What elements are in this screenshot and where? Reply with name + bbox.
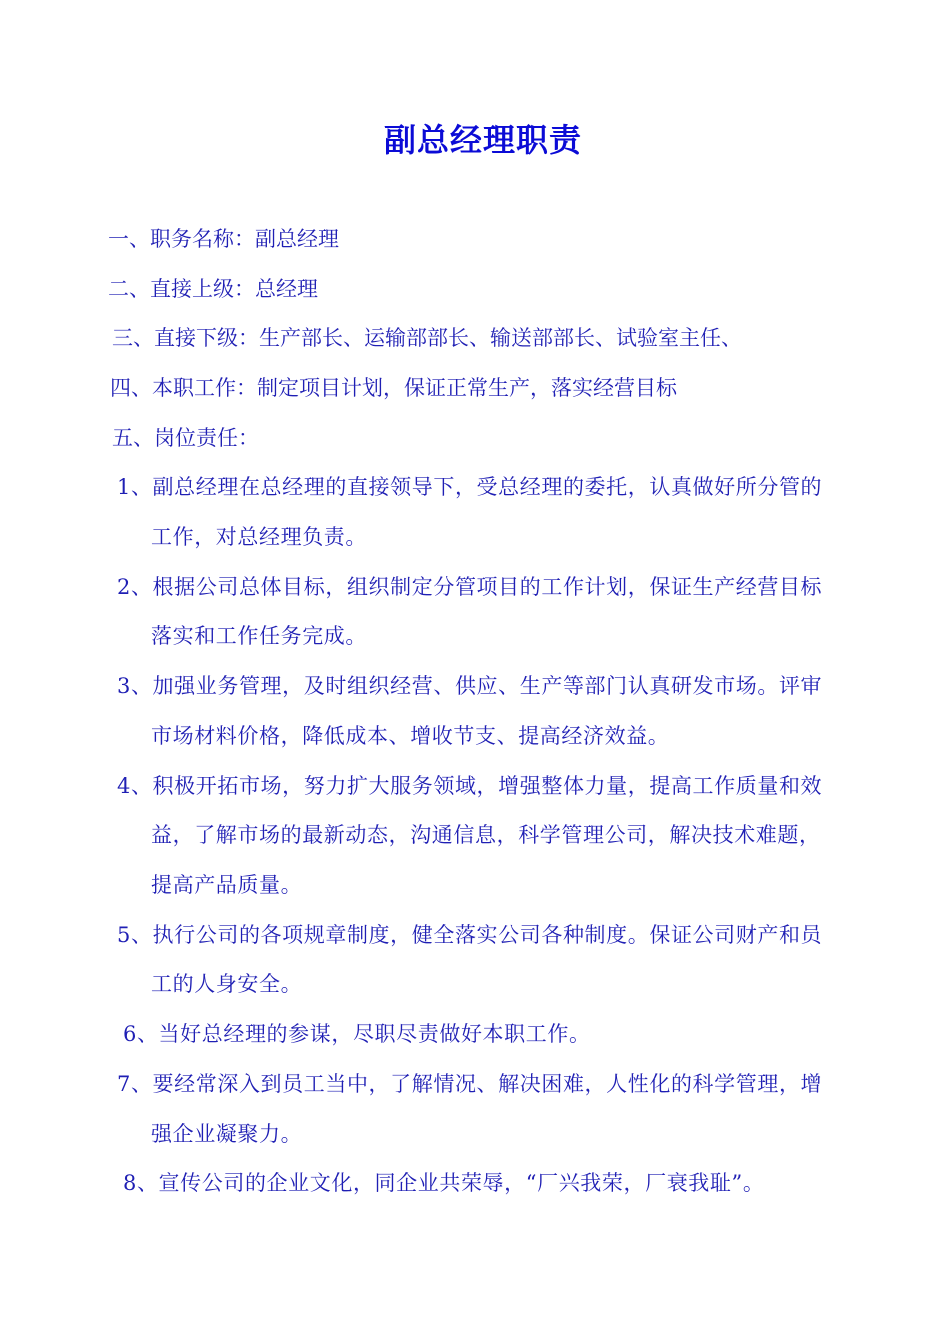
- duty-4-line-2: 益，了解市场的最新动态，沟通信息，科学管理公司，解决技术难题，: [151, 823, 821, 847]
- duty-3-line-1: 3、加强业务管理，及时组织经营、供应、生产等部门认真研发市场。评审: [117, 674, 823, 698]
- duty-5-line-1: 5、执行公司的各项规章制度，健全落实公司各种制度。保证公司财产和员: [117, 923, 823, 947]
- duty-7-line-2: 强企业凝聚力。: [151, 1122, 303, 1146]
- duty-4-line-1: 4、积极开拓市场，努力扩大服务领域，增强整体力量，提高工作质量和效: [117, 774, 823, 798]
- job-title-line: 一、职务名称：副总经理: [108, 227, 339, 251]
- page-title: 副总经理职责: [383, 121, 582, 159]
- duty-1-line-1: 1、副总经理在总经理的直接领导下，受总经理的委托，认真做好所分管的: [117, 475, 823, 499]
- duty-6-line-1: 6、当好总经理的参谋，尽职尽责做好本职工作。: [123, 1022, 591, 1046]
- duty-3-line-2: 市场材料价格，降低成本、增收节支、提高经济效益。: [151, 724, 670, 748]
- duty-2-line-2: 落实和工作任务完成。: [151, 624, 367, 648]
- duty-5-line-2: 工的人身安全。: [151, 972, 303, 996]
- duty-2-line-1: 2、根据公司总体目标，组织制定分管项目的工作计划，保证生产经营目标: [117, 575, 823, 599]
- duty-8-line-1: 8、宣传公司的企业文化，同企业共荣辱，“厂兴我荣，厂衰我耻”。: [123, 1171, 765, 1195]
- duty-1-line-2: 工作，对总经理负责。: [151, 525, 367, 549]
- direct-subordinates-line: 三、直接下级：生产部长、运输部部长、输送部部长、试验室主任、: [112, 326, 742, 350]
- responsibilities-heading: 五、岗位责任：: [112, 426, 259, 450]
- duty-4-line-3: 提高产品质量。: [151, 873, 303, 897]
- direct-superior-line: 二、直接上级：总经理: [108, 277, 318, 301]
- duty-7-line-1: 7、要经常深入到员工当中，了解情况、解决困难，人性化的科学管理，增: [117, 1072, 823, 1096]
- main-work-line: 四、本职工作：制定项目计划，保证正常生产，落实经营目标: [110, 376, 677, 400]
